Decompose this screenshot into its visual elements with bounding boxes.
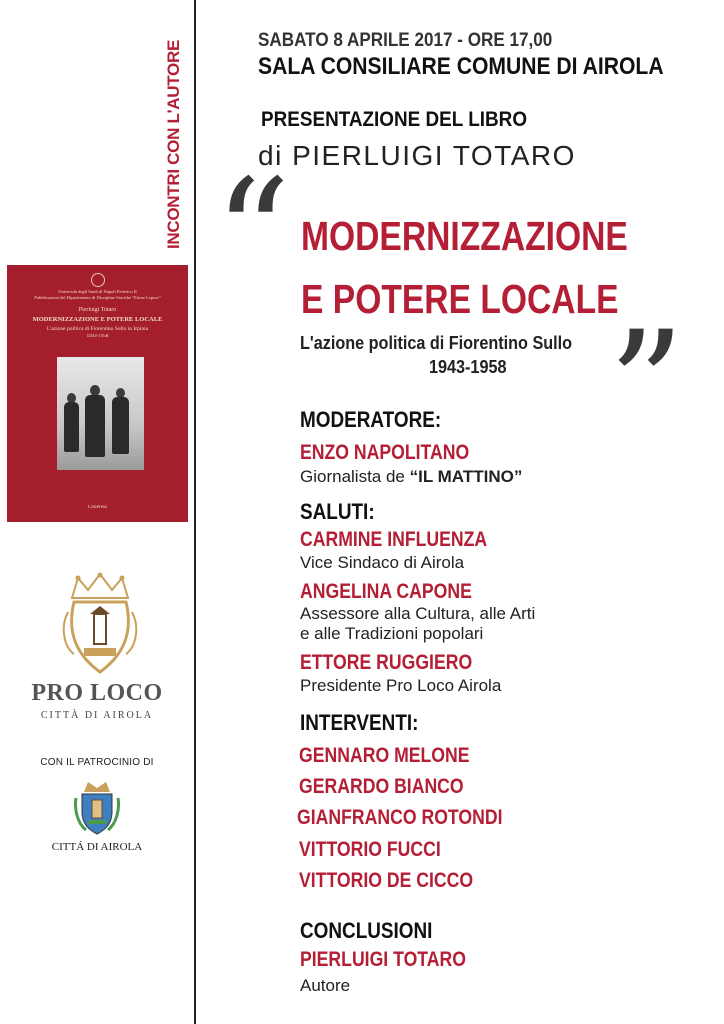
- book-subtitle: L'azione politica di Fiorentino Sullo in Irpinia: [46, 326, 149, 332]
- close-quote-icon: ”: [608, 300, 685, 474]
- book-title-line1: MODERNIZZAZIONE: [301, 213, 628, 259]
- column-divider: [194, 0, 196, 1024]
- book-title-line2: E POTERE LOCALE: [301, 276, 619, 322]
- speaker-name: GIANFRANCO ROTONDI: [297, 806, 503, 829]
- patronage-label: CON IL PATROCINIO DI: [40, 757, 154, 768]
- university-seal-icon: [91, 273, 105, 287]
- conclusions-name: PIERLUIGI TOTARO: [300, 948, 466, 971]
- greeting-role: Assessore alla Cultura, alle Arti: [300, 604, 536, 623]
- book-cover: [7, 265, 188, 522]
- pro-loco-city: CITTÀ DI AIROLA: [40, 710, 154, 721]
- pro-loco-crest-icon: [60, 572, 140, 677]
- moderator-name: ENZO NAPOLITANO: [300, 441, 470, 464]
- book-subtitle: L'azione politica di Fiorentino Sullo: [300, 333, 573, 353]
- moderator-label: MODERATORE:: [300, 407, 442, 432]
- greeting-name: CARMINE INFLUENZA: [300, 528, 488, 551]
- book-years: 1943-1958: [86, 334, 109, 339]
- moderator-role: Giornalista de “IL MATTINO”: [300, 467, 523, 486]
- book-author: Pierluigi Totaro: [78, 307, 117, 313]
- newspaper-name: “IL MATTINO”: [409, 467, 523, 486]
- conclusions-label: CONCLUSIONI: [300, 918, 433, 943]
- presentation-label: PRESENTAZIONE DEL LIBRO: [261, 108, 528, 131]
- open-quote-icon: “: [214, 148, 291, 322]
- book-imprint: ClioPress: [87, 505, 108, 510]
- airola-coat-of-arms-icon: [74, 780, 120, 836]
- book-author-line: di PIERLUIGI TOTARO: [258, 140, 576, 171]
- greeting-name: ETTORE RUGGIERO: [300, 651, 473, 674]
- greeting-name: ANGELINA CAPONE: [300, 580, 472, 603]
- pro-loco-name: PRO LOCO: [31, 680, 163, 706]
- greetings-label: SALUTI:: [300, 499, 375, 524]
- series-title: INCONTRI CON L'AUTORE: [164, 40, 183, 249]
- book-years: 1943-1958: [429, 357, 507, 377]
- book-cover-photo: [57, 357, 144, 470]
- conclusions-role: Autore: [300, 976, 351, 995]
- speaker-name: GERARDO BIANCO: [299, 775, 464, 798]
- book-title: MODERNIZZAZIONE E POTERE LOCALE: [32, 316, 163, 323]
- book-publisher-line2: Pubblicazioni del Dipartimento di Discipline Storiche "Ettore Lepore": [34, 295, 161, 300]
- city-name: CITTÁ DI AIROLA: [51, 841, 143, 853]
- greeting-role-line2: e alle Tradizioni popolari: [300, 624, 484, 643]
- speaker-name: VITTORIO FUCCI: [299, 838, 441, 861]
- book-publisher-line1: Università degli Studi di Napoli Federico II: [58, 289, 137, 294]
- event-date: SABATO 8 APRILE 2017 - ORE 17,00: [258, 30, 553, 51]
- greeting-role: Vice Sindaco di Airola: [300, 553, 465, 572]
- speaker-name: GENNARO MELONE: [299, 744, 470, 767]
- greeting-role: Presidente Pro Loco Airola: [300, 676, 502, 695]
- event-venue: SALA CONSILIARE COMUNE DI AIROLA: [258, 53, 664, 80]
- speakers-label: INTERVENTI:: [300, 710, 419, 735]
- speaker-name: VITTORIO DE CICCO: [299, 869, 474, 892]
